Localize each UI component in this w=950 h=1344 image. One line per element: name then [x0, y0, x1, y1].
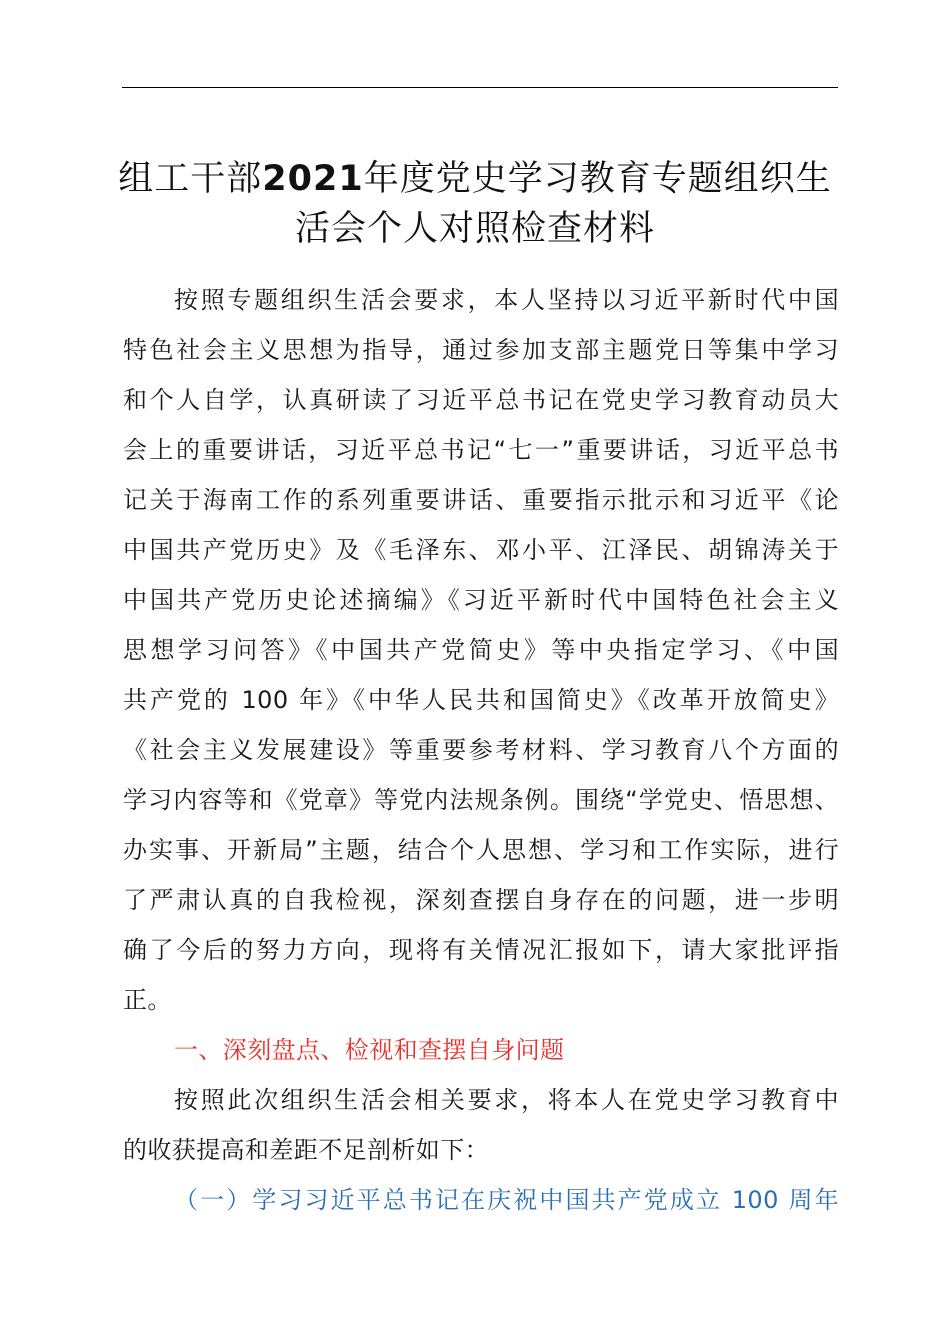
- paragraph-1-line: 确了今后的努力方向，现将有关情况汇报如下，请大家批评指: [123, 936, 839, 964]
- paragraph-1-line: 按照专题组织生活会要求，本人坚持以习近平新时代中国: [174, 286, 839, 314]
- title-year: 2021: [262, 159, 364, 199]
- document-title-line-2: 活会个人对照检查材料: [294, 209, 655, 249]
- paragraph-1-line: 特色社会主义思想为指导，通过参加支部主题党日等集中学习: [123, 336, 839, 364]
- paragraph-1-line: 办实事、开新局”主题，结合个人思想、学习和工作实际，进行: [123, 836, 839, 864]
- paragraph-1-line: 中国共产党历史》及《毛泽东、邓小平、江泽民、胡锦涛关于: [123, 536, 839, 564]
- title-prefix: 组工干部: [118, 159, 263, 199]
- paragraph-1-line: 会上的重要讲话，习近平总书记“七一”重要讲话，习近平总书: [123, 436, 839, 464]
- paragraph-2-line: 按照此次组织生活会相关要求，将本人在党史学习教育中: [174, 1086, 839, 1114]
- title-suffix: 年度党史学习教育专题组织生: [363, 159, 832, 199]
- paragraph-1-line: 正。: [123, 986, 172, 1014]
- paragraph-1-line: 共产党的 100 年》《中华人民共和国简史》《改革开放简史》: [123, 686, 839, 714]
- paragraph-1-line: 记关于海南工作的系列重要讲话、重要指示批示和习近平《论: [123, 486, 839, 514]
- paragraph-1-line: 学习内容等和《党章》等党内法规条例。围绕“学党史、悟思想、: [123, 786, 839, 814]
- section-heading: 一、深刻盘点、检视和查摆自身问题: [174, 1036, 565, 1064]
- paragraph-1-line: 《社会主义发展建设》等重要参考材料、学习教育八个方面的: [123, 736, 839, 764]
- paragraph-2-line: 的收获提高和差距不足剖析如下：: [123, 1136, 489, 1164]
- paragraph-1-line: 思想学习问答》《中国共产党简史》等中央指定学习、《中国: [123, 636, 839, 664]
- paragraph-1-line: 和个人自学，认真研读了习近平总书记在党史学习教育动员大: [123, 386, 839, 414]
- document-title-line-1: [100, 151, 850, 201]
- paragraph-1-line: 了严肃认真的自我检视，深刻查摆自身存在的问题，进一步明: [123, 886, 839, 914]
- subsection-heading: （一）学习习近平总书记在庆祝中国共产党成立 100 周年: [174, 1186, 839, 1214]
- header-rule: [122, 87, 838, 88]
- paragraph-1-line: 中国共产党历史论述摘编》《习近平新时代中国特色社会主义: [123, 586, 839, 614]
